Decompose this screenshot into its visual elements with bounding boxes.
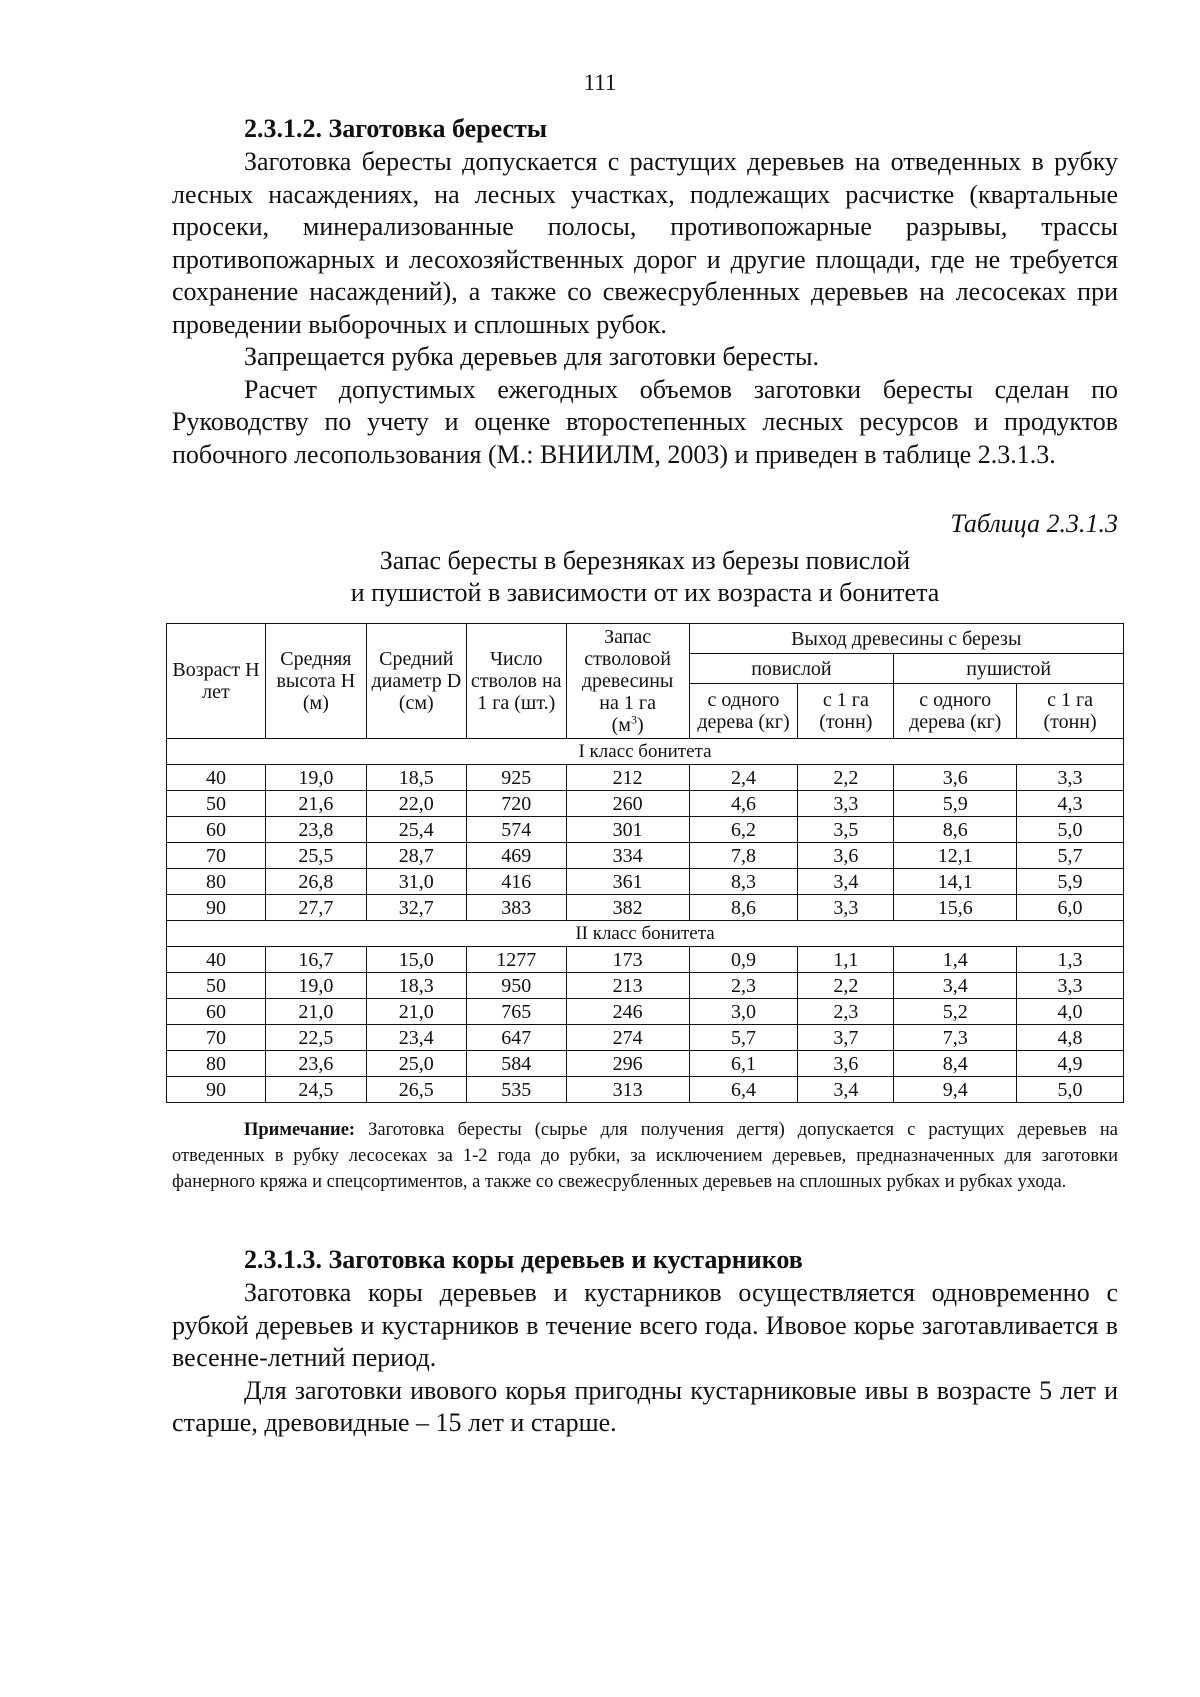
header-per-ha: с 1 га (тонн)	[1017, 684, 1124, 739]
table-cell: 1,4	[894, 947, 1017, 973]
table-cell: 4,8	[1017, 1025, 1124, 1051]
table-cell: 50	[167, 791, 266, 817]
note-text: Заготовка бересты (сырье для получения дегтя) допускается с растущих деревьев на отведенных в рубку лесосеках за 1-2 года до рубки, за исключением деревьев, предназначенных для заготовки фанерного кряжа и спецсортиментов, а также со свежесрубленных деревьев на сплошных рубках и рубках ухода.	[172, 1120, 1118, 1192]
table-cell: 5,9	[894, 791, 1017, 817]
header-trunks: Число стволов на 1 га (шт.)	[466, 624, 566, 739]
table-cell: 720	[466, 791, 566, 817]
paragraph: Расчет допустимых ежегодных объемов заготовки бересты сделан по Руководству по учету и оценке второстепенных лесных ресурсов и продуктов побочного лесопользования (М.: ВНИИЛМ, 2003) и приведен в таблице 2.3.1.3.	[172, 374, 1118, 469]
table-cell: 25,5	[265, 843, 366, 869]
table-cell: 361	[566, 869, 689, 895]
note-label: Примечание:	[244, 1120, 356, 1140]
table-note	[172, 1117, 1118, 1195]
table-cell: 12,1	[894, 843, 1017, 869]
table-cell: 15,6	[894, 895, 1017, 921]
table-cell: 25,0	[366, 1051, 466, 1077]
table-cell: 5,0	[1017, 817, 1124, 843]
table-cell: 2,3	[689, 973, 798, 999]
table-cell: 18,3	[366, 973, 466, 999]
table-cell: 765	[466, 999, 566, 1025]
table-cell: 22,5	[265, 1025, 366, 1051]
table-cell: 8,4	[894, 1051, 1017, 1077]
paragraph: Для заготовки ивового корья пригодны кустарниковые ивы в возрасте 5 лет и старше, древовидные – 15 лет и старше.	[172, 1375, 1118, 1437]
table-cell: 334	[566, 843, 689, 869]
table-cell: 6,1	[689, 1051, 798, 1077]
paragraph: Заготовка бересты допускается с растущих деревьев на отведенных в рубку лесных насаждениях, на лесных участках, подлежащих расчистке (квартальные просеки, минерализованные полосы, противопожарные разрывы, трассы противопожарных и лесохозяйственных дорог и другие площади, где не требуется сохранение насаждений), а также со свежесрубленных деревьев на лесосеках при проведении выборочных и сплошных рубок.	[172, 147, 1118, 339]
table-cell: 3,3	[798, 791, 894, 817]
header-height: Средняя высота Н (м)	[265, 624, 366, 739]
table-cell: 60	[167, 817, 266, 843]
table-cell: 6,0	[1017, 895, 1124, 921]
header-diameter: Средний диаметр D (см)	[366, 624, 466, 739]
table-cell: 3,6	[798, 843, 894, 869]
table-cell: 2,4	[689, 765, 798, 791]
table-cell: 23,6	[265, 1051, 366, 1077]
table-cell: 296	[566, 1051, 689, 1077]
table-cell: 4,3	[1017, 791, 1124, 817]
table-cell: 6,4	[689, 1077, 798, 1103]
table-row	[167, 973, 1124, 999]
table-cell: 7,3	[894, 1025, 1017, 1051]
table-cell: 3,3	[1017, 765, 1124, 791]
table-cell: 21,0	[265, 999, 366, 1025]
table-cell: 950	[466, 973, 566, 999]
page-number: 111	[583, 70, 617, 95]
table-cell: 3,3	[1017, 973, 1124, 999]
table-cell: 3,6	[894, 765, 1017, 791]
table-cell: 23,8	[265, 817, 366, 843]
table-cell: 40	[167, 947, 266, 973]
table-cell: 14,1	[894, 869, 1017, 895]
table-cell: 32,7	[366, 895, 466, 921]
table-cell: 80	[167, 1051, 266, 1077]
table-cell: 26,5	[366, 1077, 466, 1103]
table-row	[167, 765, 1124, 791]
table-row	[167, 869, 1124, 895]
table-row	[167, 1025, 1124, 1051]
table-cell: 40	[167, 765, 266, 791]
table-title-line: Запас бересты в березняках из березы повислой	[379, 546, 911, 575]
table-cell: 469	[466, 843, 566, 869]
table-cell: 584	[466, 1051, 566, 1077]
table-cell: 416	[466, 869, 566, 895]
header-per-ha: с 1 га (тонн)	[798, 684, 894, 739]
header-per-tree: с одного дерева (кг)	[894, 684, 1017, 739]
table-cell: 2,3	[798, 999, 894, 1025]
table-cell: 3,0	[689, 999, 798, 1025]
table-cell: 8,3	[689, 869, 798, 895]
table-row	[167, 791, 1124, 817]
table-cell: 70	[167, 843, 266, 869]
table-cell: 212	[566, 765, 689, 791]
table-cell: 274	[566, 1025, 689, 1051]
header-stock-unit: (м	[611, 714, 631, 736]
table-cell: 3,6	[798, 1051, 894, 1077]
table-title-line: и пушистой в зависимости от их возраста и бонитета	[350, 578, 940, 607]
table-section-row	[167, 739, 1124, 765]
header-per-tree: с одного дерева (кг)	[689, 684, 798, 739]
table-cell: 24,5	[265, 1077, 366, 1103]
table-cell: 5,7	[1017, 843, 1124, 869]
table-cell: 80	[167, 869, 266, 895]
table-label: Таблица 2.3.1.3	[950, 509, 1118, 538]
table-cell: 90	[167, 1077, 266, 1103]
table-cell: 50	[167, 973, 266, 999]
table-cell: 313	[566, 1077, 689, 1103]
table-cell: 5,2	[894, 999, 1017, 1025]
table-cell: 173	[566, 947, 689, 973]
section-heading-birch-bark: 2.3.1.2. Заготовка бересты	[244, 114, 548, 143]
table-cell: 574	[466, 817, 566, 843]
table-cell: 925	[466, 765, 566, 791]
table-section-row	[167, 921, 1124, 947]
table-cell: 246	[566, 999, 689, 1025]
section-heading-bark: 2.3.1.3. Заготовка коры деревьев и кустарников	[244, 1245, 803, 1274]
table-cell: 7,8	[689, 843, 798, 869]
table-body	[167, 739, 1124, 1103]
table-cell: 3,4	[798, 869, 894, 895]
table-cell: 4,0	[1017, 999, 1124, 1025]
table-cell: 1,3	[1017, 947, 1124, 973]
table-cell: 27,7	[265, 895, 366, 921]
table-cell: 647	[466, 1025, 566, 1051]
table-cell: 19,0	[265, 973, 366, 999]
table-cell: 4,9	[1017, 1051, 1124, 1077]
table-cell: 4,6	[689, 791, 798, 817]
table-cell: 3,4	[798, 1077, 894, 1103]
birch-bark-table	[166, 623, 1124, 1103]
paragraph: Запрещается рубка деревьев для заготовки бересты.	[244, 342, 820, 371]
table-cell: 3,5	[798, 817, 894, 843]
header-pendula: повислой	[689, 654, 894, 684]
header-age: Возраст Н лет	[167, 624, 266, 739]
table-cell: 19,0	[265, 765, 366, 791]
table-cell: 1277	[466, 947, 566, 973]
table-title	[172, 545, 1118, 609]
table-cell: 5,0	[1017, 1077, 1124, 1103]
table-row	[167, 999, 1124, 1025]
table-cell: 15,0	[366, 947, 466, 973]
table-cell: 213	[566, 973, 689, 999]
table-row	[167, 1077, 1124, 1103]
table-cell: 3,7	[798, 1025, 894, 1051]
table-cell: 1,1	[798, 947, 894, 973]
table-row	[167, 947, 1124, 973]
table-cell: 18,5	[366, 765, 466, 791]
table-cell: 60	[167, 999, 266, 1025]
page-content	[172, 112, 1118, 1440]
table-cell: 21,6	[265, 791, 366, 817]
table-cell: 6,2	[689, 817, 798, 843]
header-stock	[566, 624, 689, 739]
header-stock-text: Запас стволовой древесины на 1 га	[581, 626, 674, 714]
table-cell: 8,6	[894, 817, 1017, 843]
table-cell: 0,9	[689, 947, 798, 973]
table-cell: 26,8	[265, 869, 366, 895]
table-row	[167, 1051, 1124, 1077]
table-row	[167, 895, 1124, 921]
table-cell: 23,4	[366, 1025, 466, 1051]
table-cell: 301	[566, 817, 689, 843]
header-yield-group: Выход древесины с березы	[689, 624, 1123, 654]
table-row	[167, 843, 1124, 869]
header-stock-unit-sup: 3	[630, 712, 637, 727]
table-cell: 9,4	[894, 1077, 1017, 1103]
bonitet-class-label: I класс бонитета	[167, 739, 1124, 765]
table-cell: 382	[566, 895, 689, 921]
table-cell: 5,7	[689, 1025, 798, 1051]
paragraph: Заготовка коры деревьев и кустарников осуществляется одновременно с рубкой деревьев и кустарников в течение всего года. Ивовое корье заготавливается в весенне-летний период.	[172, 1278, 1118, 1372]
table-cell: 3,4	[894, 973, 1017, 999]
table-cell: 2,2	[798, 973, 894, 999]
table-cell: 2,2	[798, 765, 894, 791]
table-cell: 31,0	[366, 869, 466, 895]
table-cell: 70	[167, 1025, 266, 1051]
bonitet-class-label: II класс бонитета	[167, 921, 1124, 947]
table-cell: 3,3	[798, 895, 894, 921]
table-cell: 5,9	[1017, 869, 1124, 895]
table-cell: 90	[167, 895, 266, 921]
table-cell: 260	[566, 791, 689, 817]
table-cell: 21,0	[366, 999, 466, 1025]
header-pubescens: пушистой	[894, 654, 1124, 684]
table-cell: 28,7	[366, 843, 466, 869]
table-cell: 535	[466, 1077, 566, 1103]
table-cell: 383	[466, 895, 566, 921]
table-cell: 25,4	[366, 817, 466, 843]
table-cell: 16,7	[265, 947, 366, 973]
table-row	[167, 817, 1124, 843]
table-cell: 22,0	[366, 791, 466, 817]
table-cell: 8,6	[689, 895, 798, 921]
header-stock-unit-close: )	[636, 714, 644, 736]
